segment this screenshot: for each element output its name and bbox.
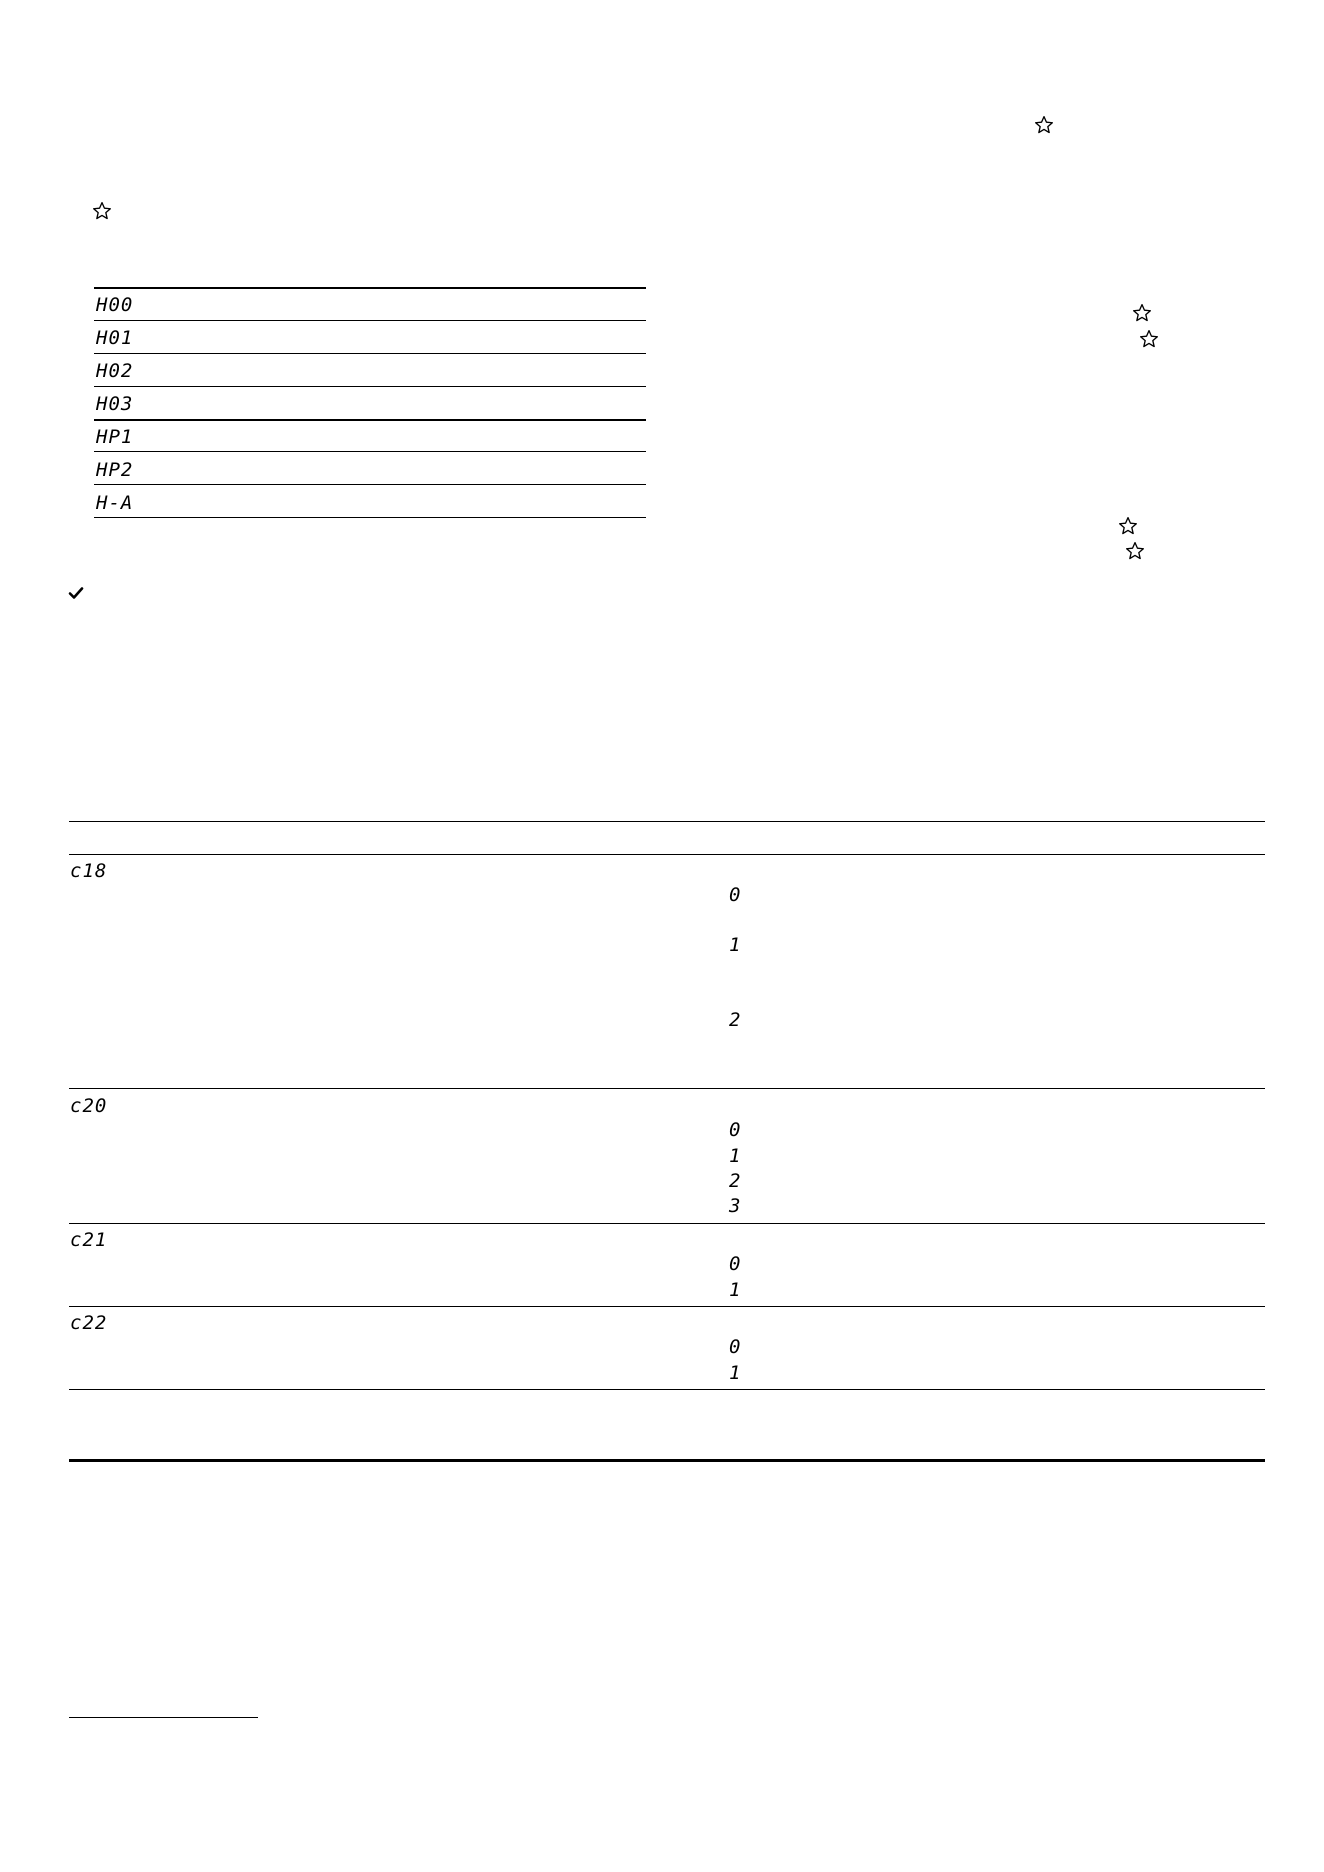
table-rule bbox=[69, 854, 1265, 855]
table-rule bbox=[94, 320, 646, 321]
table-row-code: H02 bbox=[96, 360, 134, 382]
setting-code: c20 bbox=[70, 1095, 108, 1117]
setting-option-value: 2 bbox=[729, 1170, 742, 1192]
star-outline-icon bbox=[1132, 303, 1152, 323]
table-rule bbox=[69, 1088, 1265, 1089]
setting-option-value: 1 bbox=[729, 934, 742, 956]
table-rule bbox=[94, 353, 646, 354]
table-row-code: HP2 bbox=[96, 459, 134, 481]
table-row-code: HP1 bbox=[96, 426, 134, 448]
table-rule bbox=[94, 287, 646, 289]
star-outline-icon bbox=[1125, 541, 1145, 561]
table-row-code: H-A bbox=[96, 492, 134, 514]
setting-code: c22 bbox=[70, 1312, 108, 1334]
setting-option-value: 2 bbox=[729, 1009, 742, 1031]
setting-code: c18 bbox=[70, 860, 108, 882]
setting-option-value: 0 bbox=[729, 1119, 742, 1141]
star-outline-icon bbox=[92, 201, 112, 221]
setting-option-value: 1 bbox=[729, 1145, 742, 1167]
star-outline-icon bbox=[1139, 329, 1159, 349]
table-row-code: H03 bbox=[96, 393, 134, 415]
setting-option-value: 1 bbox=[729, 1362, 742, 1384]
table-rule bbox=[69, 1306, 1265, 1307]
setting-option-value: 1 bbox=[729, 1279, 742, 1301]
table-rule bbox=[69, 821, 1265, 822]
setting-code: c21 bbox=[70, 1229, 108, 1251]
table-row-code: H01 bbox=[96, 327, 134, 349]
table-rule bbox=[94, 517, 646, 518]
table-bottom-rule bbox=[69, 1459, 1265, 1462]
table-rule bbox=[94, 386, 646, 387]
table-row-code: H00 bbox=[96, 294, 134, 316]
table-rule bbox=[94, 419, 646, 421]
footnote-separator bbox=[69, 1717, 258, 1718]
table-rule bbox=[69, 1223, 1265, 1224]
star-outline-icon bbox=[1118, 516, 1138, 536]
table-rule bbox=[69, 1389, 1265, 1390]
setting-option-value: 0 bbox=[729, 1336, 742, 1358]
checkmark-icon bbox=[68, 585, 84, 601]
setting-option-value: 3 bbox=[729, 1195, 742, 1217]
table-rule bbox=[94, 484, 646, 485]
setting-option-value: 0 bbox=[729, 884, 742, 906]
star-outline-icon bbox=[1034, 115, 1054, 135]
table-rule bbox=[94, 451, 646, 452]
setting-option-value: 0 bbox=[729, 1253, 742, 1275]
